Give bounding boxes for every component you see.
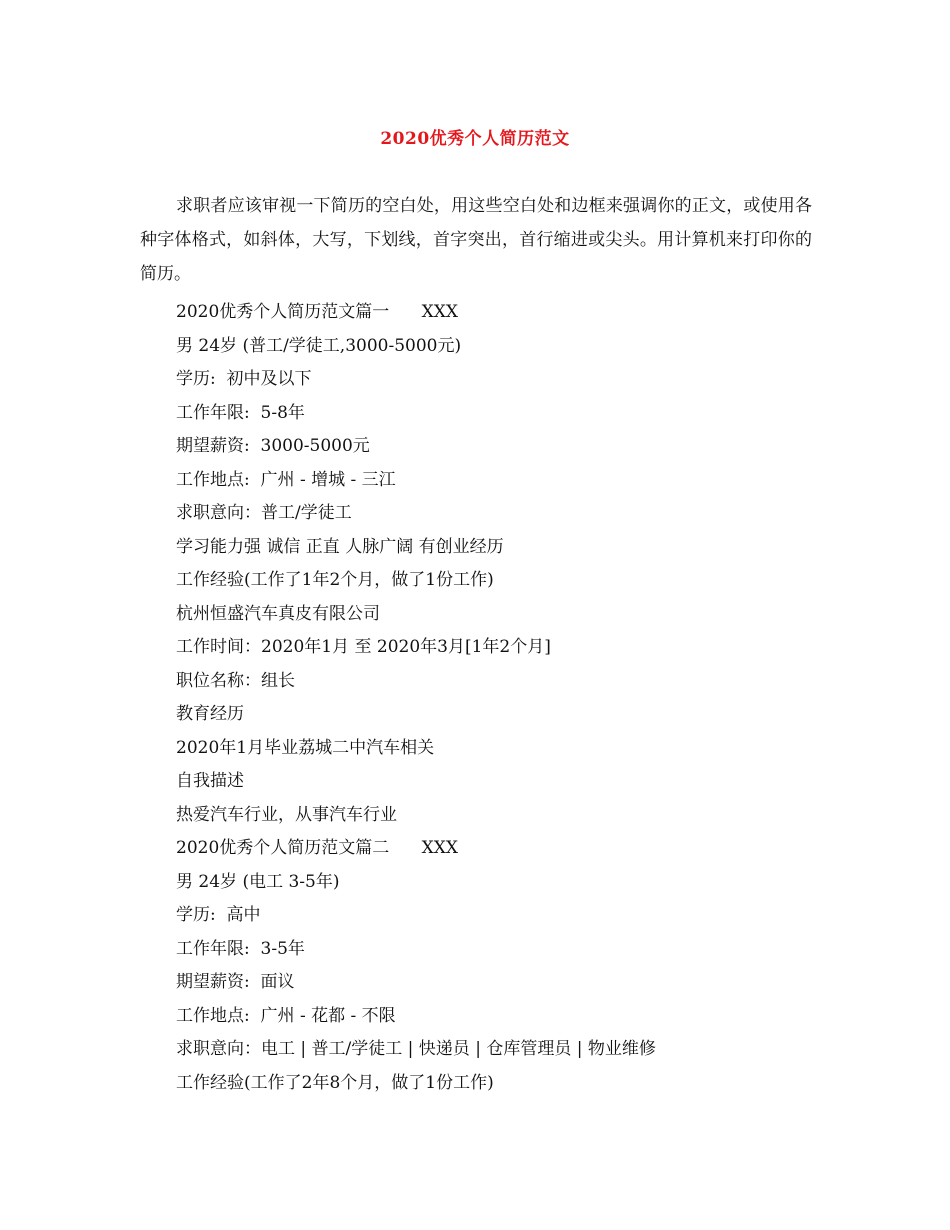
resume-line: 杭州恒盛汽车真皮有限公司 xyxy=(176,603,380,624)
resume-line: 热爱汽车行业，从事汽车行业 xyxy=(176,804,397,825)
resume-line: 学历: 初中及以下 xyxy=(176,369,312,389)
resume-line: 学习能力强 诚信 正直 人脉广阔 有创业经历 xyxy=(176,536,504,557)
resume-line: 男 24岁 (普工/学徒工,3000-5000元) xyxy=(176,335,462,356)
resume-line: 自我描述 xyxy=(176,771,244,791)
resume-line: 工作地点: 广州 - 花都 - 不限 xyxy=(176,1005,396,1026)
resume-line: 2020优秀个人简历范文篇一 XXX xyxy=(176,302,458,322)
resume-line: 工作地点: 广州 - 增城 - 三江 xyxy=(176,469,396,490)
resume-line: 2020优秀个人简历范文篇二 XXX xyxy=(176,838,458,858)
resume-line: 工作年限: 3-5年 xyxy=(176,938,305,959)
resume-line: 职位名称：组长 xyxy=(176,670,295,691)
resume-line: 求职意向：普工/学徒工 xyxy=(176,503,352,523)
resume-line: 工作经验(工作了1年2个月，做了1份工作) xyxy=(176,570,494,590)
resume-line: 期望薪资: 面议 xyxy=(176,972,295,992)
intro-paragraph: 求职者应该审视一下简历的空白处，用这些空白处和边框来强调你的正文，或使用各种字体格式，如斜体，大写，下划线，首字突出，首行缩进或尖头。用计算机来打印你的简历。 xyxy=(140,196,812,284)
resume-line: 教育经历 xyxy=(176,704,244,724)
resume-line: 期望薪资: 3000-5000元 xyxy=(176,436,370,456)
resume-line: 求职意向：电工 | 普工/学徒工 | 快递员 | 仓库管理员 | 物业维修 xyxy=(176,1039,656,1059)
resume-line: 工作年限: 5-8年 xyxy=(176,402,305,423)
document-title: 2020优秀个人简历范文 xyxy=(380,129,570,149)
resume-lines xyxy=(176,296,816,1100)
resume-line: 学历: 高中 xyxy=(176,905,261,925)
resume-line: 工作经验(工作了2年8个月，做了1份工作) xyxy=(176,1072,494,1093)
resume-line: 男 24岁 (电工 3-5年) xyxy=(176,871,340,892)
resume-line: 工作时间：2020年1月 至 2020年3月[1年2个月] xyxy=(176,637,551,657)
resume-line: 2020年1月毕业荔城二中汽车相关 xyxy=(176,737,435,758)
